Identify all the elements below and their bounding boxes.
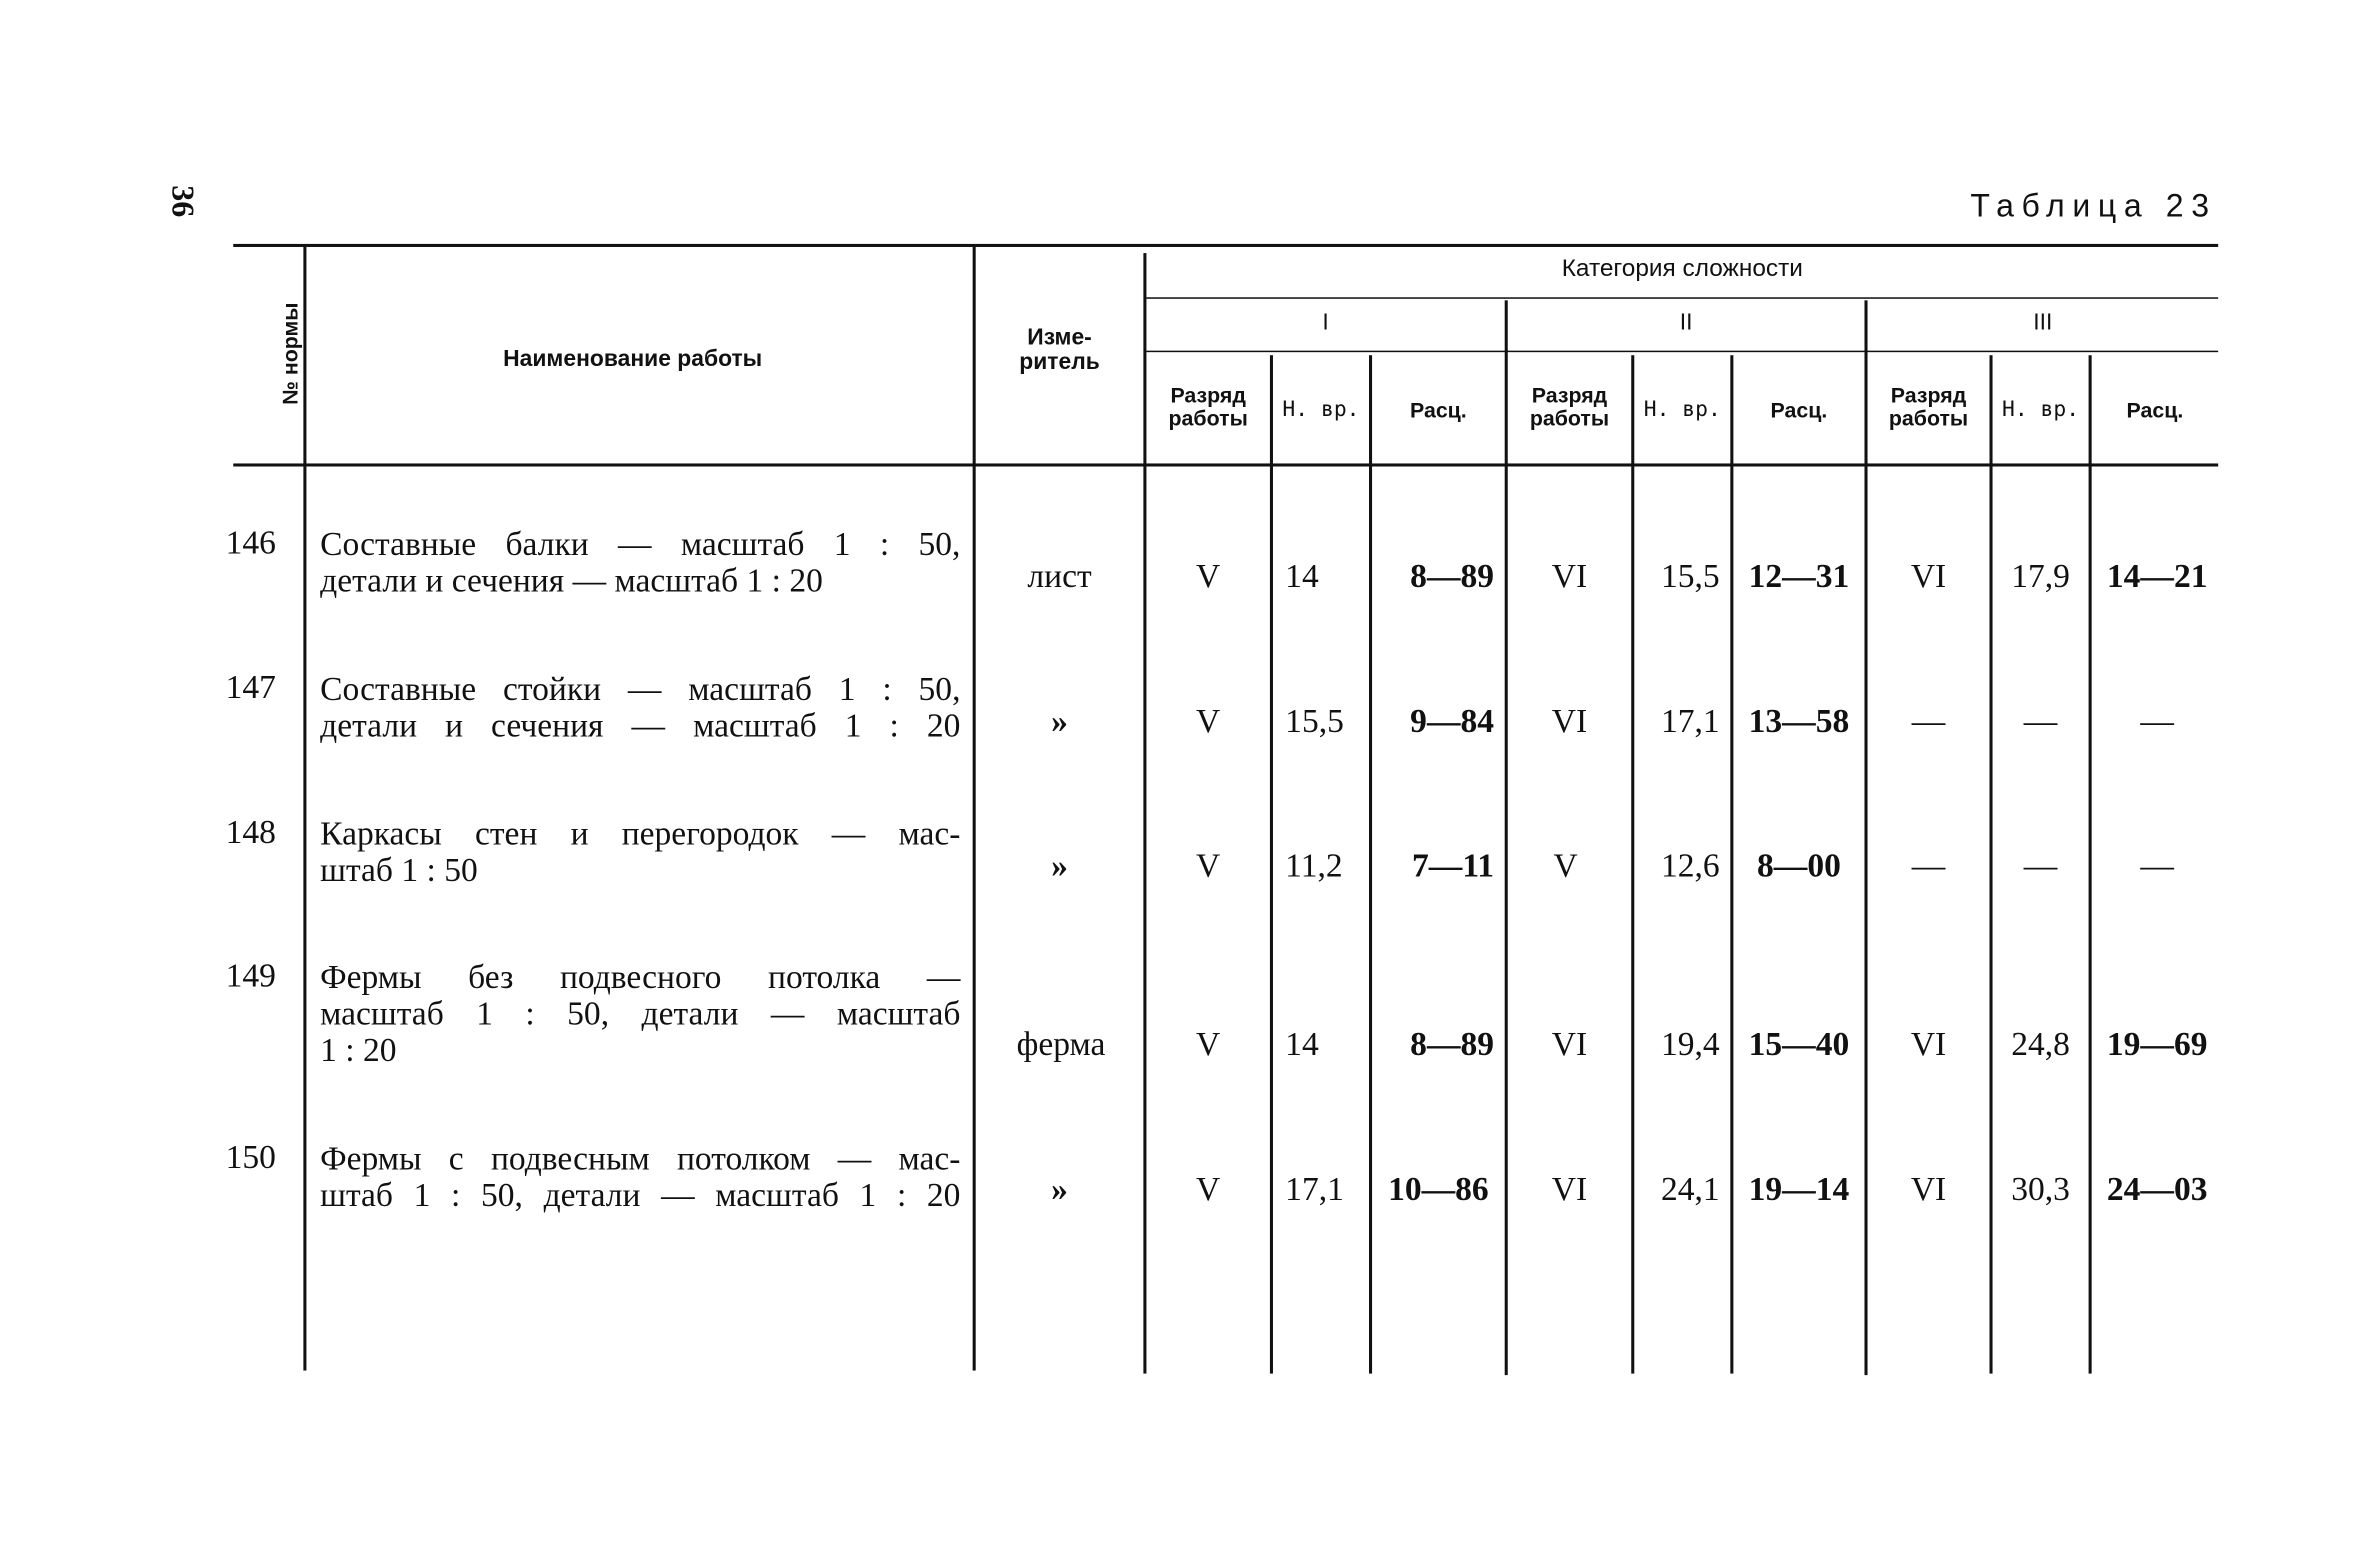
row-150-c2-time: 24,1 xyxy=(1660,1169,1720,1208)
row-150-c3-time: 30,3 xyxy=(2011,1169,2070,1208)
header-c2-grade: Разряд работы xyxy=(1529,382,1610,430)
row-149-no: 149 xyxy=(225,955,276,994)
row-149-c3-rate: 19—69 xyxy=(2106,1024,2208,1063)
header-unit: Изме- ритель xyxy=(1019,324,1100,376)
row-150-c1-time: 17,1 xyxy=(1285,1169,1344,1208)
header-c3-rate: Расц. xyxy=(2126,397,2184,423)
row-146-c1-rate: 8—89 xyxy=(1410,556,1495,595)
row-147-c1-rate: 9—84 xyxy=(1410,701,1495,740)
header-c3-grade: Разряд работы xyxy=(1888,382,1969,430)
row-146-unit: лист xyxy=(1027,556,1092,595)
complexity-rule xyxy=(1146,297,2218,299)
row-146-c3-time: 17,9 xyxy=(2011,556,2070,595)
row-150-c1-grade: V xyxy=(1196,1169,1221,1208)
row-150-c2-grade: VI xyxy=(1551,1169,1588,1208)
row-146-name: Составные балки — масштаб 1 : 50, детали и сечения — масштаб 1 : 20 xyxy=(320,524,961,600)
row-149-c1-grade: V xyxy=(1196,1024,1221,1063)
row-149-c3-grade: VI xyxy=(1910,1024,1947,1063)
row-146-c3-rate: 14—21 xyxy=(2106,556,2208,595)
row-149-c2-time: 19,4 xyxy=(1660,1024,1720,1063)
header-c1-rate: Расц. xyxy=(1409,397,1467,423)
header-category-1: I xyxy=(1322,309,1329,336)
row-146-c1-time: 14 xyxy=(1285,556,1319,595)
table-top-rule xyxy=(233,244,2218,247)
header-c1-grade: Разряд работы xyxy=(1168,382,1248,430)
col-divider-c1-grade xyxy=(1270,355,1273,1373)
row-148-name: Каркасы стен и перегородок — мас- штаб 1 : 50 xyxy=(320,814,961,889)
row-146-no: 146 xyxy=(225,522,276,562)
row-148-c1-rate: 7—11 xyxy=(1412,846,1495,885)
row-148-c3-grade: — xyxy=(1911,846,1946,885)
col-divider-cat2 xyxy=(1864,300,1867,1375)
row-147-unit: » xyxy=(1051,701,1068,740)
header-work-name: Наименование работы xyxy=(503,346,763,372)
header-bottom-rule xyxy=(233,463,2218,466)
col-divider-cat1 xyxy=(1505,300,1508,1375)
row-148-c3-rate: — xyxy=(2140,846,2174,885)
row-147-c1-grade: V xyxy=(1196,701,1221,740)
row-147-c2-time: 17,1 xyxy=(1660,701,1720,740)
row-148-c3-time: — xyxy=(2023,846,2058,885)
row-150-no: 150 xyxy=(225,1137,276,1176)
row-150-c3-rate: 24—03 xyxy=(2106,1169,2208,1208)
row-148-c2-rate: 8—00 xyxy=(1757,846,1841,885)
row-149-c2-rate: 15—40 xyxy=(1748,1024,1850,1063)
row-147-c2-rate: 13—58 xyxy=(1748,701,1850,740)
row-148-c2-grade: V xyxy=(1553,846,1578,885)
row-146-c3-grade: VI xyxy=(1910,556,1947,595)
category-rule xyxy=(1146,351,2218,353)
row-148-c1-grade: V xyxy=(1196,846,1221,885)
header-c2-time: Н. вр. xyxy=(1643,397,1721,423)
row-146-c1-grade: V xyxy=(1196,556,1221,595)
header-norm-no: № нормы xyxy=(277,302,302,405)
row-147-name: Составные стойки — масштаб 1 : 50, детали и сечения — масштаб 1 : 20 xyxy=(320,669,961,744)
row-147-c1-time: 15,5 xyxy=(1285,701,1344,740)
header-complexity: Категория сложности xyxy=(1561,256,1803,283)
row-146-c2-rate: 12—31 xyxy=(1748,556,1850,595)
row-150-unit: » xyxy=(1051,1169,1068,1208)
row-146-c2-grade: VI xyxy=(1551,556,1588,595)
table-caption: Таблица 23 xyxy=(1970,189,2217,225)
row-149-unit: ферма xyxy=(1016,1024,1106,1063)
row-147-c3-grade: — xyxy=(1911,701,1946,740)
row-146-c2-time: 15,5 xyxy=(1660,556,1720,595)
header-category-3: III xyxy=(2033,309,2053,336)
row-150-c3-grade: VI xyxy=(1910,1169,1947,1208)
row-149-c3-time: 24,8 xyxy=(2011,1024,2070,1063)
header-category-2: II xyxy=(1679,309,1693,336)
row-147-c3-rate: — xyxy=(2140,701,2174,740)
row-147-c2-grade: VI xyxy=(1551,701,1588,740)
row-149-c2-grade: VI xyxy=(1551,1024,1588,1063)
page-number: 36 xyxy=(164,185,202,218)
row-148-no: 148 xyxy=(225,812,276,851)
row-150-c2-rate: 19—14 xyxy=(1748,1169,1850,1208)
header-c3-time: Н. вр. xyxy=(2002,397,2080,423)
row-149-c1-time: 14 xyxy=(1285,1024,1319,1063)
row-148-unit: » xyxy=(1051,846,1068,885)
row-148-c2-time: 12,6 xyxy=(1660,846,1720,885)
row-150-c1-rate: 10—86 xyxy=(1388,1169,1489,1208)
row-150-name: Фермы с подвесным потолком — мас- штаб 1 : 50, детали — масштаб 1 : 20 xyxy=(320,1138,961,1214)
header-c1-time: Н. вр. xyxy=(1282,397,1360,423)
row-147-no: 147 xyxy=(225,667,276,706)
row-148-c1-time: 11,2 xyxy=(1285,846,1343,885)
row-149-name: Фермы без подвесного потолка — масштаб 1 : 50, детали — масштаб 1 : 20 xyxy=(320,957,961,1069)
row-147-c3-time: — xyxy=(2023,701,2058,740)
header-c2-rate: Расц. xyxy=(1770,397,1828,423)
row-149-c1-rate: 8—89 xyxy=(1410,1024,1495,1063)
